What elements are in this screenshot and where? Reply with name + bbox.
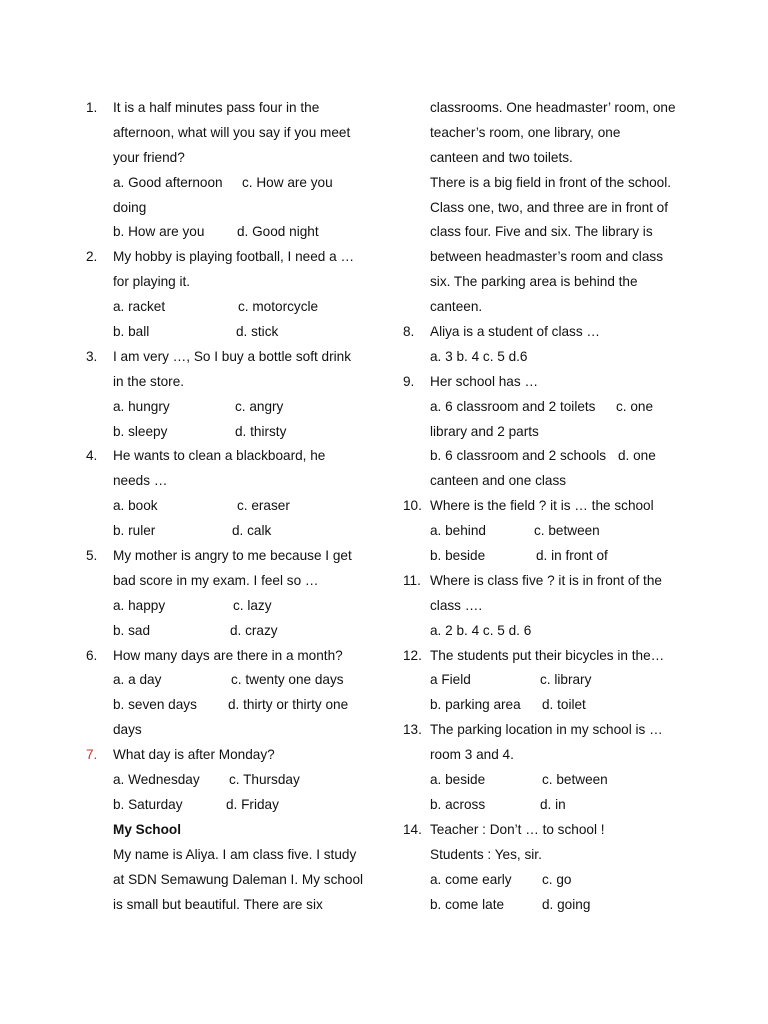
answer-options-line (403, 793, 693, 818)
answer-options-line (86, 320, 376, 345)
answer-options-line (86, 420, 376, 445)
answer-option: b. seven days (113, 697, 197, 713)
question-text: Where is class five ? it is in front of the (430, 572, 662, 588)
answer-options-line (403, 420, 693, 445)
answer-option: b. Saturday (113, 796, 183, 812)
answer-option: a. a day (113, 672, 162, 688)
answer-option: c. one (616, 398, 654, 414)
answer-option: library and 2 parts (430, 423, 539, 439)
question-line (86, 96, 376, 121)
answer-option: b. beside (430, 548, 486, 564)
answer-option: c. between (542, 772, 608, 788)
answer-options-line (86, 668, 376, 693)
answer-options-line (403, 444, 693, 469)
answer-option: a. behind (430, 523, 486, 539)
question-text: The parking location in my school is … (430, 722, 663, 738)
question-text: needs … (113, 473, 168, 489)
answer-option: d. thirty or thirty one (228, 697, 349, 713)
answer-options-line (86, 196, 376, 221)
question-text: room 3 and 4. (430, 747, 514, 763)
answer-option: d. Good night (237, 224, 319, 240)
answer-options-line (86, 793, 376, 818)
passage-line (403, 245, 693, 270)
answer-option: a. 3 b. 4 c. 5 d.6 (430, 348, 528, 364)
answer-options-line (403, 619, 693, 644)
answer-option: c. angry (235, 398, 284, 414)
question-line (86, 444, 376, 469)
passage-line (403, 295, 693, 320)
answer-options-line (86, 295, 376, 320)
question-text: The students put their bicycles in the… (430, 647, 665, 663)
answer-option: d. in (540, 796, 566, 812)
question-line (86, 743, 376, 768)
answer-options-line (403, 395, 693, 420)
passage-text: at SDN Semawung Daleman I. My school (113, 871, 364, 887)
passage-text: Class one, two, and three are in front of (430, 199, 669, 215)
right-column (403, 96, 693, 917)
passage-text: six. The parking area is behind the (430, 274, 638, 290)
answer-option: a. hungry (113, 398, 170, 414)
question-text: in the store. (113, 373, 185, 389)
answer-option: a. happy (113, 597, 166, 613)
answer-option: c. between (534, 523, 600, 539)
answer-option: b. ruler (113, 523, 156, 539)
question-line (403, 594, 693, 619)
answer-option: a Field (430, 672, 471, 688)
answer-option: days (113, 722, 142, 738)
answer-option: d. Friday (226, 796, 279, 812)
question-line (86, 544, 376, 569)
passage-line (403, 270, 693, 295)
passage-text: is small but beautiful. There are six (113, 896, 323, 912)
answer-option: d. toilet (542, 697, 586, 713)
question-text: My hobby is playing football, I need a … (113, 249, 355, 265)
question-line (86, 469, 376, 494)
question-number: 8. (403, 324, 415, 340)
passage-text: classrooms. One headmaster’ room, one (430, 100, 676, 115)
answer-option: d. calk (232, 523, 272, 539)
answer-option: c. motorcycle (238, 299, 319, 315)
question-line (403, 818, 693, 843)
question-number: 5. (86, 548, 98, 564)
answer-options-line (86, 718, 376, 743)
answer-option: b. sad (113, 622, 151, 638)
answer-option: d. going (542, 896, 591, 912)
answer-option: a. 2 b. 4 c. 5 d. 6 (430, 622, 532, 638)
answer-option: b. 6 classroom and 2 schools (430, 448, 607, 464)
answer-option: c. lazy (233, 597, 272, 613)
passage-text: My name is Aliya. I am class five. I study (113, 846, 357, 862)
answer-option: d. crazy (230, 622, 278, 638)
answer-options-line (403, 768, 693, 793)
question-line (403, 718, 693, 743)
answer-option: c. Thursday (229, 772, 300, 788)
question-number: 1. (86, 100, 98, 115)
answer-options-line (403, 693, 693, 718)
answer-option: b. sleepy (113, 423, 168, 439)
question-text: bad score in my exam. I feel so … (113, 572, 319, 588)
answer-option: a. Wednesday (113, 772, 200, 788)
question-line (403, 320, 693, 345)
answer-option: canteen and one class (430, 473, 567, 489)
answer-options-line (86, 494, 376, 519)
question-number: 14. (403, 821, 422, 837)
answer-options-line (86, 693, 376, 718)
passage-text: teacher’s room, one library, one (430, 124, 621, 140)
question-line (86, 644, 376, 669)
question-line (86, 245, 376, 270)
question-line (86, 270, 376, 295)
passage-line (403, 220, 693, 245)
question-text: Students : Yes, sir. (430, 846, 542, 862)
question-text: He wants to clean a blackboard, he (113, 448, 326, 464)
answer-options-line (403, 544, 693, 569)
question-line (403, 743, 693, 768)
question-text: your friend? (113, 149, 185, 165)
answer-options-line (403, 868, 693, 893)
answer-option: b. How are you (113, 224, 205, 240)
question-line (403, 569, 693, 594)
answer-option: a. 6 classroom and 2 toilets (430, 398, 596, 414)
question-line (403, 494, 693, 519)
passage-line (403, 96, 693, 121)
passage-text: canteen. (430, 299, 483, 315)
question-text: class …. (430, 597, 483, 613)
question-line (86, 345, 376, 370)
question-line (403, 370, 693, 395)
question-number: 12. (403, 647, 422, 663)
passage-line (403, 196, 693, 221)
question-text: It is a half minutes pass four in the (113, 100, 320, 115)
question-line (86, 121, 376, 146)
passage-text: canteen and two toilets. (430, 149, 573, 165)
question-number: 6. (86, 647, 98, 663)
answer-option: a. Good afternoon (113, 174, 223, 190)
answer-options-line (86, 395, 376, 420)
passage-line (403, 146, 693, 171)
passage-text: There is a big field in front of the school. (430, 174, 672, 190)
answer-option: b. come late (430, 896, 505, 912)
question-text: for playing it. (113, 274, 191, 290)
question-line (86, 370, 376, 395)
answer-option: b. across (430, 796, 486, 812)
answer-option: c. library (540, 672, 592, 688)
answer-option: c. go (542, 871, 572, 887)
question-number: 4. (86, 448, 98, 464)
answer-options-line (403, 519, 693, 544)
question-text: Teacher : Don’t … to school ! (430, 821, 605, 837)
question-number: 10. (403, 498, 422, 514)
question-text: My mother is angry to me because I get (113, 548, 352, 564)
passage-line (403, 121, 693, 146)
question-text: I am very …, So I buy a bottle soft drink (113, 348, 351, 364)
answer-option: c. How are you (242, 174, 333, 190)
answer-option: a. come early (430, 871, 512, 887)
question-number: 3. (86, 348, 98, 364)
answer-options-line (403, 469, 693, 494)
question-text: What day is after Monday? (113, 747, 275, 763)
question-number: 7. (86, 747, 98, 763)
question-text: Aliya is a student of class … (430, 324, 600, 340)
passage-title: My School (113, 821, 181, 837)
question-line (403, 843, 693, 868)
answer-option: a. book (113, 498, 158, 514)
answer-options-line (403, 893, 693, 918)
answer-options-line (403, 668, 693, 693)
passage-title-line (86, 818, 376, 843)
answer-option: b. parking area (430, 697, 521, 713)
passage-line (86, 868, 376, 893)
answer-option: d. thirsty (235, 423, 287, 439)
answer-option: b. ball (113, 324, 150, 340)
question-text: Her school has … (430, 373, 539, 389)
answer-option: doing (113, 199, 147, 215)
question-text: afternoon, what will you say if you meet (113, 124, 351, 140)
answer-options-line (86, 519, 376, 544)
answer-options-line (86, 768, 376, 793)
answer-options-line (86, 619, 376, 644)
answer-option: d. stick (236, 324, 279, 340)
question-line (86, 569, 376, 594)
answer-option: c. twenty one days (231, 672, 344, 688)
question-text: How many days are there in a month? (113, 647, 343, 663)
question-number: 9. (403, 373, 415, 389)
answer-options-line (86, 594, 376, 619)
answer-option: a. beside (430, 772, 486, 788)
passage-line (86, 893, 376, 918)
answer-option: d. in front of (536, 548, 608, 564)
question-text: Where is the field ? it is … the school (430, 498, 654, 514)
answer-option: d. one (618, 448, 656, 464)
answer-option: a. racket (113, 299, 166, 315)
question-number: 2. (86, 249, 98, 265)
passage-text: class four. Five and six. The library is (430, 224, 653, 240)
question-line (403, 644, 693, 669)
question-number: 13. (403, 722, 422, 738)
answer-options-line (403, 345, 693, 370)
answer-option: c. eraser (237, 498, 290, 514)
passage-line (86, 843, 376, 868)
answer-options-line (86, 220, 376, 245)
left-column (86, 96, 376, 917)
answer-options-line (86, 171, 376, 196)
passage-line (403, 171, 693, 196)
question-line (86, 146, 376, 171)
passage-text: between headmaster’s room and class (430, 249, 663, 265)
question-number: 11. (403, 572, 421, 588)
